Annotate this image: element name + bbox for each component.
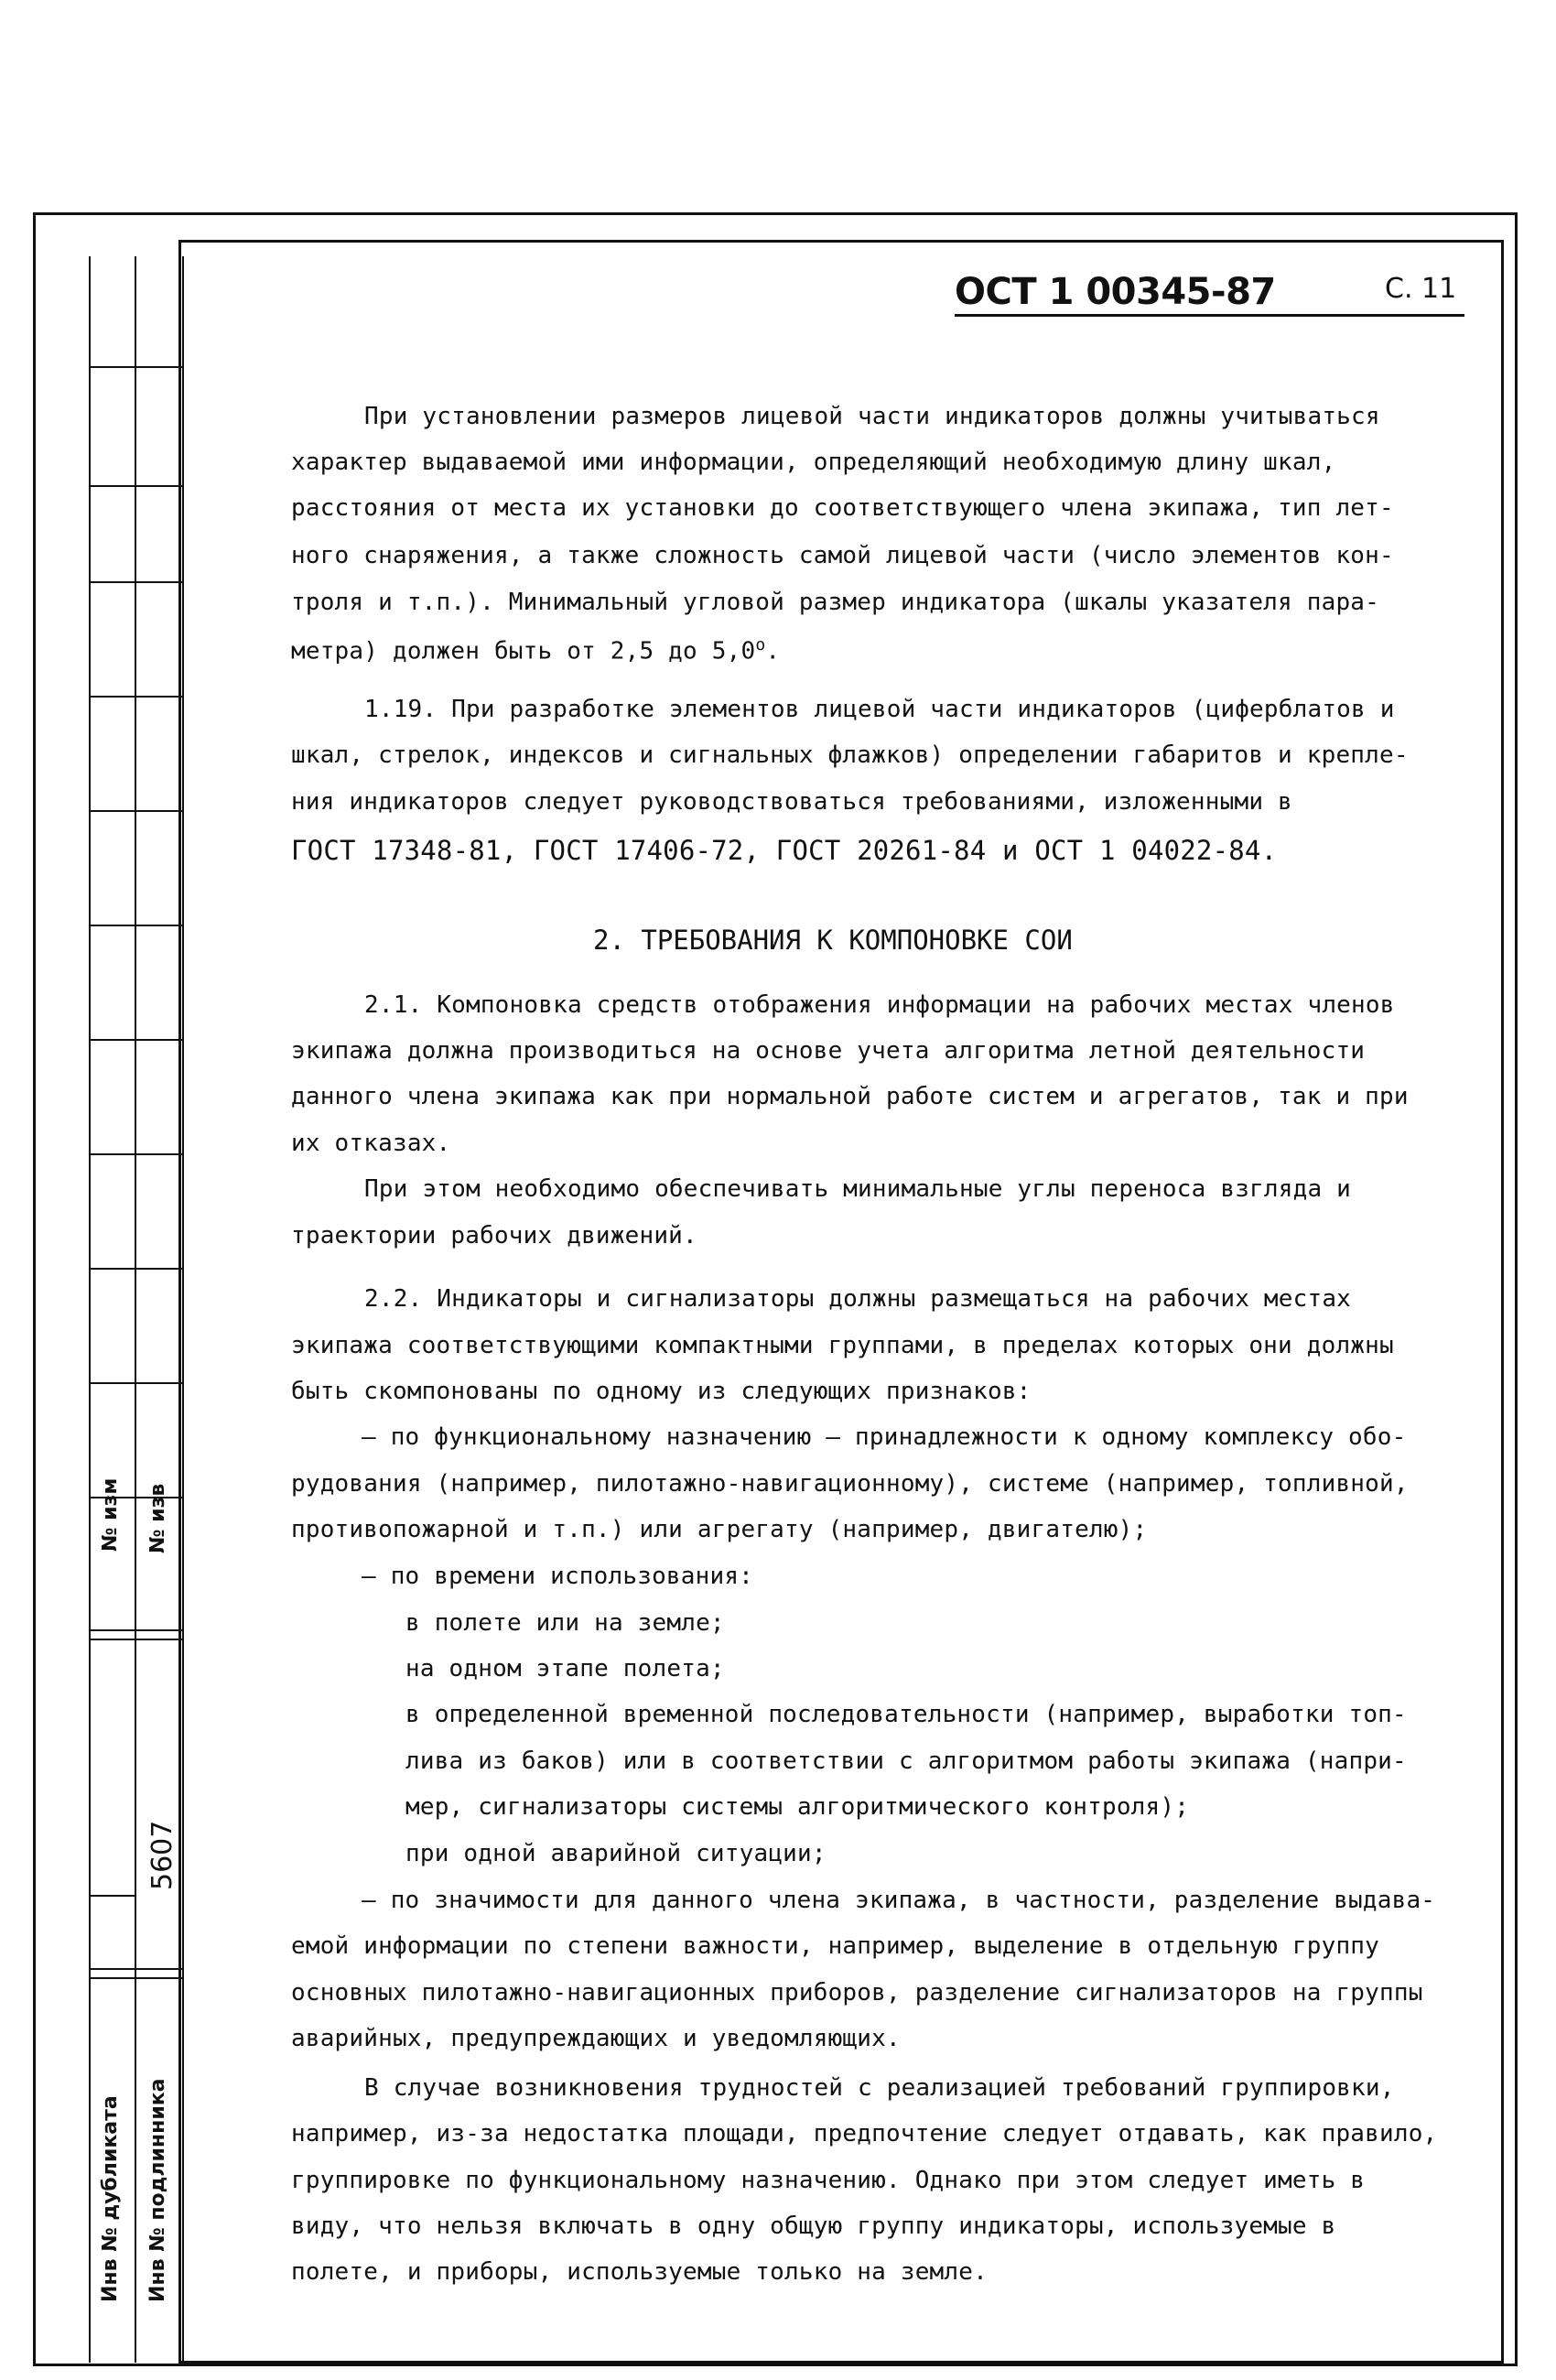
section-title: 2. ТРЕБОВАНИЯ К КОМПОНОВКЕ СОИ — [593, 925, 1073, 956]
stamp-divider — [91, 1629, 135, 1631]
sub-list-item: на одном этапе полета; — [405, 1655, 725, 1682]
list-item: – по значимости для данного члена экипажа, в частности, разделение выдава- — [362, 1887, 1436, 1914]
text-line: характер выдаваемой ими информации, определяющий необходимую длину шкал, — [291, 449, 1336, 476]
stamp-divider — [91, 1977, 135, 1979]
sub-list-item: при одной аварийной ситуации; — [405, 1840, 827, 1867]
list-item: основных пилотажно-навигационных приборов, разделение сигнализаторов на группы — [291, 1979, 1423, 2007]
text-line: быть скомпонованы по одному из следующих признаков: — [291, 1378, 1032, 1405]
stamp-divider — [91, 925, 135, 926]
text-line: В случае возникновения трудностей с реализацией требований группировки, — [364, 2074, 1395, 2102]
page-number: С. 11 — [1385, 273, 1457, 305]
text-line: расстояния от места их установки до соответствующего члена экипажа, тип лет- — [291, 494, 1394, 522]
stamp-divider — [136, 696, 182, 698]
sub-list-item: в полете или на земле; — [405, 1609, 725, 1637]
text-line: 2.2. Индикаторы и сигнализаторы должны размещаться на рабочих местах — [364, 1285, 1352, 1313]
sub-list-item: в определенной временной последовательности (например, выработки топ- — [405, 1701, 1407, 1728]
text-fragment: . — [765, 637, 781, 665]
stamp-divider — [136, 1382, 182, 1384]
stamp-divider — [136, 1629, 182, 1631]
stamp-label-izm: № изм — [99, 1477, 122, 1552]
stamp-divider — [136, 1639, 182, 1640]
stamp-label-izv: № изв — [146, 1483, 169, 1553]
stamp-divider — [91, 696, 135, 698]
stamp-divider — [91, 1268, 135, 1270]
text-line: полете, и приборы, используемые только на земле. — [291, 2258, 988, 2286]
stamp-divider — [136, 581, 182, 583]
stamp-divider — [136, 1153, 182, 1155]
stamp-divider — [91, 1968, 135, 1970]
text-line: 2.1. Компоновка средств отображения информации на рабочих местах членов — [364, 991, 1395, 1019]
margin-stamp-column-a — [89, 256, 136, 2363]
text-line: При этом необходимо обеспечивать минимальные углы переноса взгляда и — [364, 1175, 1352, 1203]
stamp-divider — [136, 1039, 182, 1041]
inventory-number: 5607 — [146, 1820, 178, 1890]
stamp-divider — [91, 1382, 135, 1384]
text-line: экипажа должна производиться на основе учета алгоритма летной деятельности — [291, 1037, 1366, 1065]
list-item: аварийных, предупреждающих и уведомляющих. — [291, 2025, 901, 2052]
text-line — [291, 635, 780, 665]
stamp-divider — [136, 1268, 182, 1270]
stamp-divider — [91, 1153, 135, 1155]
text-line: виду, что нельзя включать в одну общую группу индикаторы, используемые в — [291, 2212, 1336, 2240]
text-line: При установлении размеров лицевой части индикаторов должны учитываться — [364, 403, 1380, 430]
list-item: емой информации по степени важности, например, выделение в отдельную группу — [291, 1932, 1379, 1960]
margin-stamp-column-b — [136, 256, 184, 2363]
list-item: – по функциональному назначению – принадлежности к одному комплексу обо- — [362, 1423, 1407, 1451]
text-line: траектории рабочих движений. — [291, 1222, 697, 1250]
text-line: группировке по функциональному назначению. Однако при этом следует иметь в — [291, 2167, 1366, 2194]
text-line: данного члена экипажа как при нормальной работе систем и агрегатов, так и при — [291, 1083, 1409, 1110]
stamp-divider — [91, 366, 135, 368]
text-line: ния индикаторов следует руководствоваться требованиями, изложенными в — [291, 788, 1292, 816]
stamp-divider — [136, 485, 182, 487]
list-item: – по времени использования: — [362, 1563, 754, 1590]
text-fragment: метра) должен быть от 2,5 до 5,0 — [291, 637, 756, 665]
stamp-divider — [136, 1977, 182, 1979]
sub-list-item: мер, сигнализаторы системы алгоритмического контроля); — [405, 1793, 1190, 1821]
stamp-divider — [136, 366, 182, 368]
stamp-divider — [136, 810, 182, 812]
text-line: их отказах. — [291, 1130, 451, 1157]
stamp-divider — [91, 1639, 135, 1640]
list-item: противопожарной и т.п.) или агрегату (например, двигателю); — [291, 1516, 1148, 1543]
document-code: ОСТ 1 00345-87 — [955, 271, 1276, 313]
text-line: ГОСТ 17348-81, ГОСТ 17406-72, ГОСТ 20261-84 и ОСТ 1 04022-84. — [291, 835, 1278, 866]
stamp-label-dublikat: Инв № дубликата — [99, 2095, 122, 2302]
text-line: шкал, стрелок, индексов и сигнальных флажков) определении габаритов и крепле- — [291, 741, 1409, 769]
text-line: троля и т.п.). Минимальный угловой размер индикатора (шкалы указателя пара- — [291, 589, 1379, 616]
list-item: рудования (например, пилотажно-навигационному), системе (например, топливной, — [291, 1470, 1409, 1498]
stamp-divider — [136, 925, 182, 926]
header-underline — [955, 314, 1464, 317]
stamp-divider — [91, 1039, 135, 1041]
text-line: 1.19. При разработке элементов лицевой части индикаторов (циферблатов и — [364, 696, 1395, 723]
stamp-divider — [91, 810, 135, 812]
text-line: экипажа соответствующими компактными группами, в пределах которых они должны — [291, 1332, 1394, 1359]
text-line: ного снаряжения, а также сложность самой лицевой части (число элементов кон- — [291, 542, 1394, 569]
text-line: например, из-за недостатка площади, предпочтение следует отдавать, как правило, — [291, 2120, 1438, 2147]
stamp-divider — [91, 581, 135, 583]
stamp-label-podlinnik: Инв № подлинника — [146, 2078, 169, 2302]
stamp-divider — [91, 485, 135, 487]
stamp-divider — [91, 1895, 135, 1897]
degree-sign: o — [755, 635, 766, 654]
stamp-divider — [136, 1968, 182, 1970]
sub-list-item: лива из баков) или в соответствии с алгоритмом работы экипажа (напри- — [405, 1747, 1407, 1775]
